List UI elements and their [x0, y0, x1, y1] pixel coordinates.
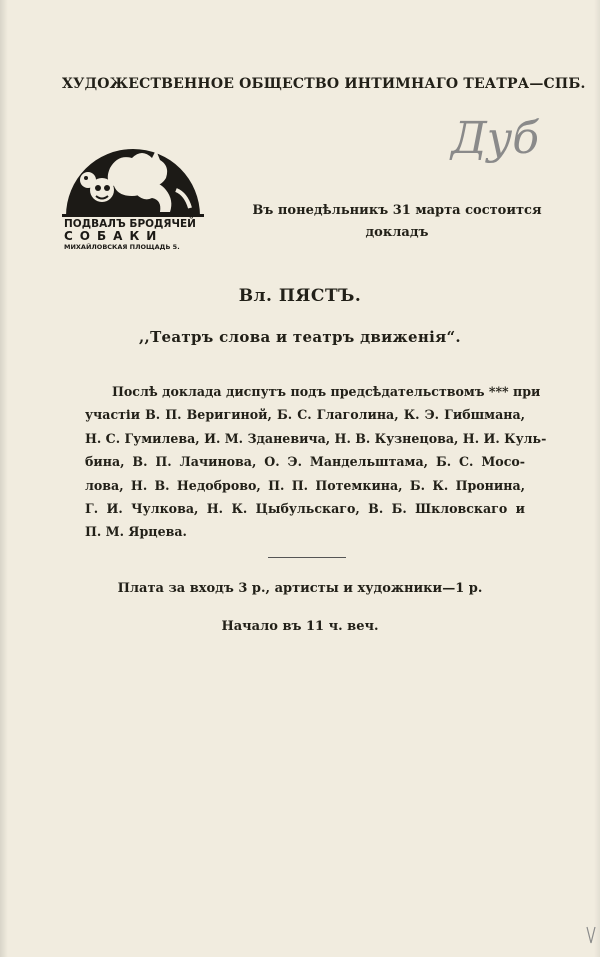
paragraph-line: участіи В. П. Веригиной, Б. С. Глаголина, К. Э. Гибшмана, — [85, 407, 525, 423]
paragraph-line: Г. И. Чулкова, Н. К. Цыбульскаго, В. Б. Шкловскаго и — [85, 501, 525, 517]
pencil-note: Дуб — [451, 113, 540, 164]
logo-line3: МИХАЙЛОВСКАЯ ПЛОЩАДЬ 5. — [64, 243, 180, 250]
paragraph-line: бина, В. П. Лачинова, О. Э. Мандельштама, Б. С. Мосо- — [85, 454, 525, 470]
logo-line1: ПОДВАЛЪ БРОДЯЧЕЙ — [64, 218, 196, 230]
announcement — [232, 200, 562, 244]
society-header: ХУДОЖЕСТВЕННОЕ ОБЩЕСТВО ИНТИМНАГО ТЕАТРА—СПБ. — [62, 76, 586, 92]
corner-pencil-mark — [585, 925, 597, 947]
logo-line2: СОБАКИ — [64, 229, 164, 243]
speaker-name: Вл. ПЯСТЪ. — [238, 286, 362, 306]
paragraph-line: Н. С. Гумилева, И. М. Зданевича, Н. В. Кузнецова, Н. И. Куль- — [85, 430, 547, 446]
start-time: Начало въ 11 ч. веч. — [221, 619, 379, 634]
announcement-line1: Въ понедѣльникъ 31 марта состоится — [252, 203, 542, 218]
admission-fee: Плата за входъ 3 р., артисты и художники—1 р. — [117, 581, 483, 596]
announcement-line2: докладъ — [365, 225, 429, 240]
paragraph-line: П. М. Ярцева. — [85, 524, 187, 540]
pencil-annotation — [445, 95, 555, 175]
stray-dog-logo — [58, 128, 208, 250]
paragraph-line: лова, Н. В. Недоброво, П. П. Потемкина, Б. К. Пронина, — [85, 477, 525, 493]
paragraph-line: Послѣ доклада диспутъ подъ предсѣдательствомъ *** при — [112, 384, 541, 399]
divider — [268, 557, 346, 558]
discussion-paragraph — [85, 380, 547, 544]
talk-title: ,,Театръ слова и театръ движенія“. — [139, 328, 461, 346]
